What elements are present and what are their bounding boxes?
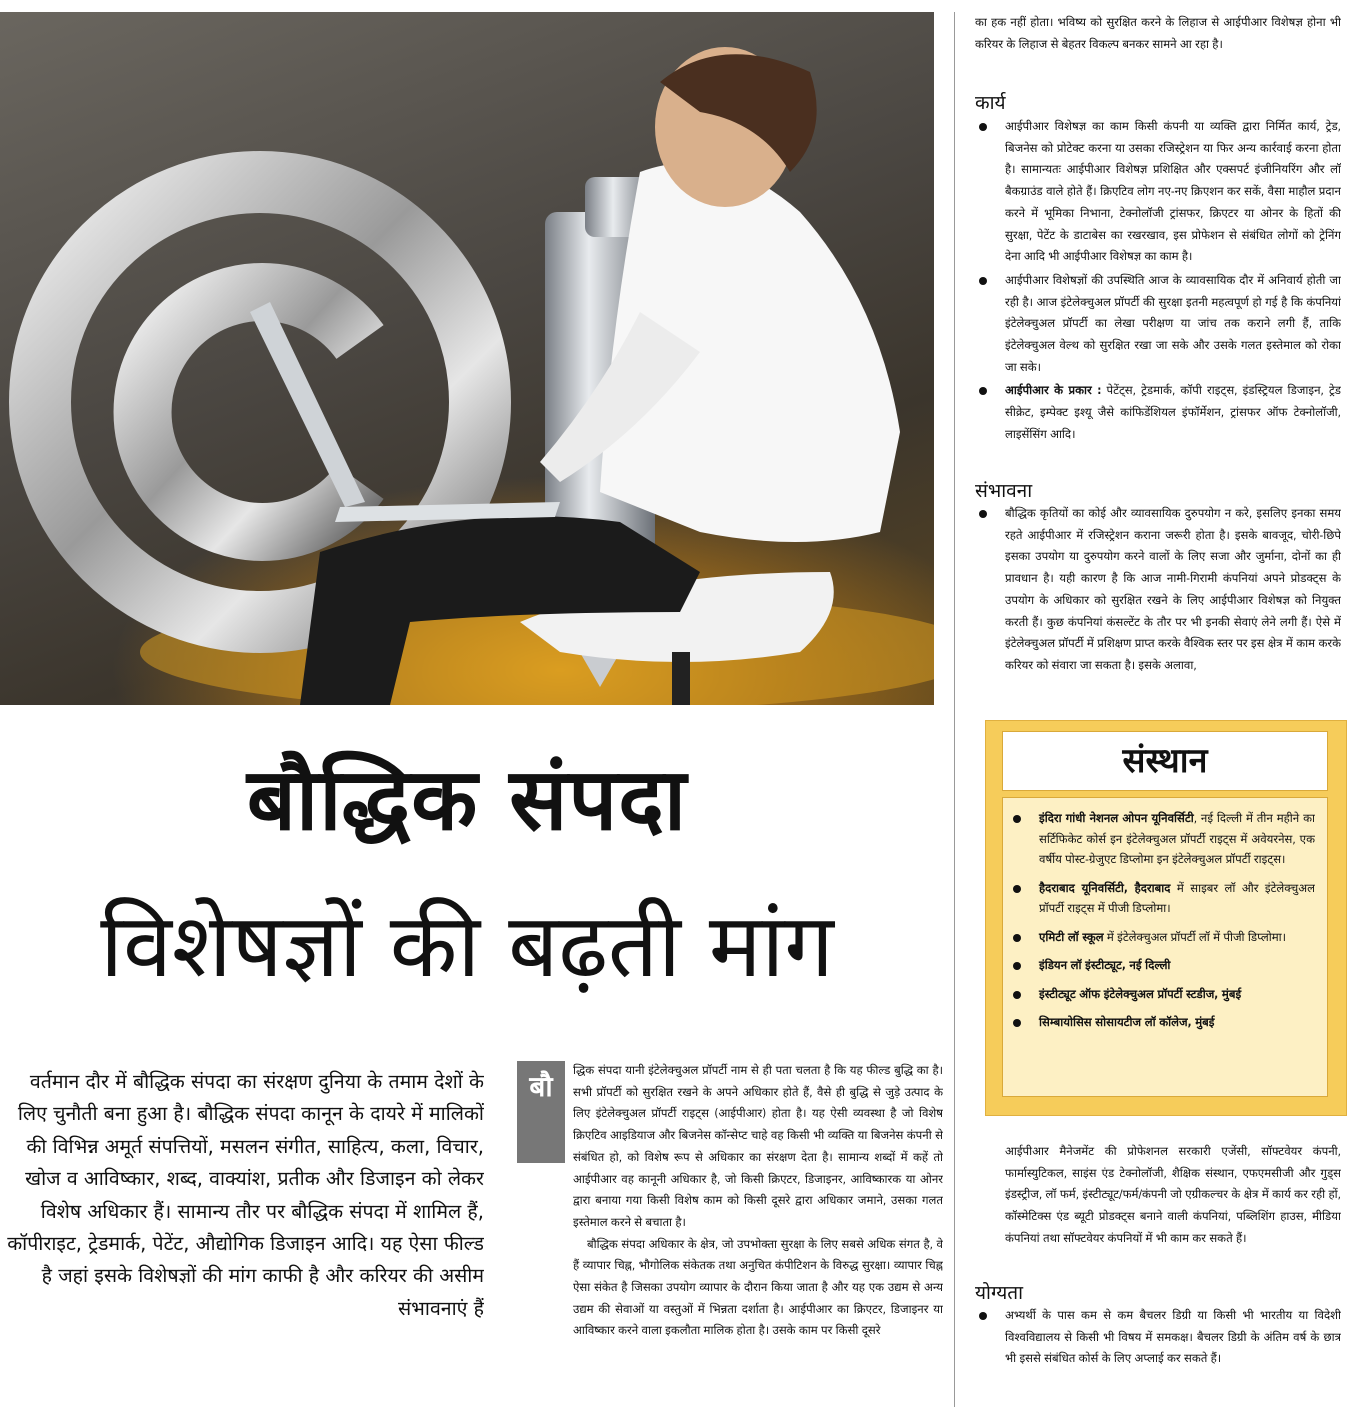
yogyata-list xyxy=(975,1305,1341,1400)
list-item: अभ्यर्थी के पास कम से कम बैचलर डिग्री या किसी भी भारतीय या विदेशी विश्वविद्यालय से किसी भी विषय में समकक्ष। बैचलर डिग्री के अंतिम वर्ष के छात्र भी इससे संबंधित कोर्स के लिए अप्लाई कर सकते हैं। xyxy=(975,1305,1341,1370)
list-item: इंडियन लॉ इंस्टीट्यूट, नई दिल्ली xyxy=(1009,955,1315,976)
institutes-box xyxy=(985,720,1347,1116)
dropcap: बौ xyxy=(517,1061,565,1163)
list-item: हैदराबाद यूनिवर्सिटी, हैदराबाद में साइबर लॉ और इंटेलेक्चुअल प्रॉपर्टी राइट्स में पीजी डिप्लोमा। xyxy=(1009,878,1315,919)
karya-list xyxy=(975,116,1341,471)
middle-paragraph-1: द्धिक संपदा यानी इंटेलेक्चुअल प्रॉपर्टी नाम से ही पता चलता है कि यह फील्ड बुद्धि का है। सभी प्रॉपर्टी को सुरक्षित रखने के अपने अधिकार होते हैं, वैसे ही बुद्धि से जुड़े उत्पाद के लिए इंटेलेक्चुअल प्रॉपर्टी राइट्स (आईपीआर) होता है। यह ऐसी व्यवस्था है जो विशेष क्रिएटिव आइडियाज और बिजनेस कॉन्सेप्ट चाहे वह किसी भी व्यक्ति या बिजनेस कंपनी से संबंधित हो, को विशेष रूप से अधिकार का संरक्षण देता है। सामान्य शब्दों में कहें तो आईपीआर वह कानूनी अधिकार है, जो किसी क्रिएटर, डिजाइनर, आविष्कारक या ओनर द्वारा बनाया गया किसी विशेष काम को किसी दूसरे द्वारा अधिकार जमाने, उसका गलत इस्तेमाल करने से बचाता है। xyxy=(573,1063,943,1229)
list-item-lead: आईपीआर के प्रकार : xyxy=(1005,383,1102,398)
section-heading-yogyata: योग्यता xyxy=(975,1282,1024,1304)
list-item: आईपीआर विशेषज्ञों की उपस्थिति आज के व्यावसायिक दौर में अनिवार्य होती जा रही है। आज इंटेलेक्चुअल प्रॉपर्टी की सुरक्षा इतनी महत्वपूर्ण हो गई है कि कंपनियां इंटेलेक्चुअल प्रॉपर्टी का लेखा परीक्षण या जांच तक कराने लगी हैं, ताकि इंटेलेक्चुअल वेल्थ को सुरक्षित रखा जा सके और उसके गलत इस्तेमाल को रोका जा सके। xyxy=(975,270,1341,379)
column-divider xyxy=(954,12,955,1407)
middle-paragraph-2: बौद्धिक संपदा अधिकार के क्षेत्र, जो उपभोक्ता सुरक्षा के लिए सबसे अधिक संगत है, वे हैं व्यापार चिह्न, भौगोलिक संकेतक तथा अनुचित कंपीटिशन के विरुद्ध सुरक्षा। व्यापार चिह्न ऐसा संकेत है जिसका उपयोग व्यापार के दौरान किया जाता है और यह एक उद्यम से अन्य उद्यम की सेवाओं या वस्तुओं में भिन्नता दर्शाता है। आईपीआर का क्रिएटर, डिजाइनर या आविष्कार करने वाला इकलौता मालिक होता है। उसके काम पर किसी दूसरे xyxy=(573,1236,943,1338)
hero-photo xyxy=(0,12,934,705)
list-item: एमिटी लॉ स्कूल में इंटेलेक्चुअल प्रॉपर्टी लॉ में पीजी डिप्लोमा। xyxy=(1009,927,1315,948)
intro-paragraph: वर्तमान दौर में बौद्धिक संपदा का संरक्षण दुनिया के तमाम देशों के लिए चुनौती बना हुआ है। बौद्धिक संपदा कानून के दायरे में मालिकों की विभिन्न अमूर्त संपत्तियों, मसलन संगीत, साहित्य, कला, विचार, खोज व आविष्कार, शब्द, वाक्यांश, प्रतीक और डिजाइन को लेकर विशेष अधिकार हैं। सामान्य तौर पर बौद्धिक संपदा में शामिल हैं, कॉपीराइट, ट्रेडमार्क, पेटेंट, औद्योगिक डिजाइन आदि। यह ऐसा फील्ड है जहां इसके विशेषज्ञों की मांग काफी है और करियर की असीम संभावनाएं हैं xyxy=(7,1070,484,1320)
institutes-heading: संस्थान xyxy=(1002,731,1328,791)
copyright-man-laptop-icon xyxy=(0,12,934,705)
institutes-list xyxy=(1009,808,1315,1041)
list-item: इंस्टीट्यूट ऑफ इंटेलेक्चुअल प्रॉपर्टी स्टडीज, मुंबई xyxy=(1009,984,1315,1005)
list-item: बौद्धिक कृतियों का कोई और व्यावसायिक दुरुपयोग न करे, इसलिए इनका समय रहते आईपीआर में रजिस्ट्रेशन कराना जरूरी होता है। इसके बावजूद, चोरी-छिपे इसका उपयोग या दुरुपयोग करने वालों के लिए सजा और जुर्माना, दोनों का ही प्रावधान है। यही कारण है कि आज नामी-गिरामी कंपनियां अपने प्रोडक्ट्स के उपयोग के अधिकार को सुरक्षित रखने के लिए आईपीआर विशेषज्ञ को नियुक्त करती हैं। कुछ कंपनियां कंसल्टेंट के तौर पर भी इनकी सेवाएं लेने लगी हैं। ऐसे में इंटेलेक्चुअल प्रॉपर्टी में प्रशिक्षण प्राप्त करके वैश्विक स्तर पर इस क्षेत्र में काम करके करियर को संवारा जा सकता है। इसके अलावा, xyxy=(975,503,1341,677)
section-heading-sambhavna: संभावना xyxy=(975,480,1033,502)
list-item: आईपीआर विशेषज्ञ का काम किसी कंपनी या व्यक्ति द्वारा निर्मित कार्य, ट्रेड, बिजनेस को प्रोटेक्ट करना या उसका रजिस्ट्रेशन या फिर अन्य कार्रवाई करना होता है। सामान्यतः आईपीआर विशेषज्ञ प्रशिक्षित और एक्सपर्ट इंजीनियरिंग और लॉ बैकग्राउंड वाले होते हैं। क्रिएटिव लोग नए-नए क्रिएशन कर सकें, वैसा माहौल प्रदान करने में भूमिका निभाना, टेक्नोलॉजी ट्रांसफर, क्रिएटर या ओनर के हितों की सुरक्षा, पेटेंट के डाटाबेस का रखरखाव, इस प्रोफेशन से संबंधित लोगों को ट्रेनिंग देना आदि भी आईपीआर विशेषज्ञ का काम है। xyxy=(975,116,1341,268)
headline-subtitle: विशेषज्ञों की बढ़ती मांग xyxy=(100,894,834,997)
list-item: सिम्बायोसिस सोसायटीज लॉ कॉलेज, मुंबई xyxy=(1009,1012,1315,1033)
sambhavna-list xyxy=(975,503,1341,705)
list-item: इंदिरा गांधी नेशनल ओपन यूनिवर्सिटी, नई दिल्ली में तीन महीने का सर्टिफिकेट कोर्स इन इंटेलेक्चुअल प्रॉपर्टी राइट्स में अवेयरनेस, एक वर्षीय पोस्ट-ग्रेजुएट डिप्लोमा इन इंटेलेक्चुअल प्रॉपर्टी राइट्स। xyxy=(1009,808,1315,870)
after-box-paragraph: आईपीआर मैनेजमेंट की प्रोफेशनल सरकारी एजेंसी, सॉफ्टवेयर कंपनी, फार्मास्युटिकल, साइंस एंड टेक्नोलॉजी, शैक्षिक संस्थान, एफएमसीजी और गुड्स इंडस्ट्रीज, लॉ फर्म, इंस्टीट्यूट/फर्म/कंपनी जो एग्रीकल्चर के क्षेत्र में कार्य कर रही हों, कॉस्मेटिक्स एंड ब्यूटी प्रोडक्ट्स बनाने वाली कंपनियां, पब्लिशिंग हाउस, मीडिया कंपनियां तथा सॉफ्टवेयर कंपनियों में भी काम कर सकते हैं। xyxy=(1005,1144,1341,1245)
headline-title: बौद्धिक संपदा xyxy=(246,750,688,848)
section-heading-karya: कार्य xyxy=(975,92,1006,114)
middle-column xyxy=(573,1060,943,1395)
institutes-panel xyxy=(1002,797,1328,1097)
list-item: आईपीआर के प्रकार : पेटेंट्स, ट्रेडमार्क, कॉपी राइट्स, इंडस्ट्रियल डिजाइन, ट्रेड सीक्रेट, इम्पेक्ट इश्यू जैसे कांफिडेंशियल इंफॉर्मेशन, ट्रांसफर ऑफ टेक्नोलॉजी, लाइसेंसिंग आदि। xyxy=(975,380,1341,445)
right-intro: का हक नहीं होता। भविष्य को सुरक्षित करने के लिहाज से आईपीआर विशेषज्ञ होना भी करियर के लिहाज से बेहतर विकल्प बनकर सामने आ रहा है। xyxy=(975,15,1341,51)
